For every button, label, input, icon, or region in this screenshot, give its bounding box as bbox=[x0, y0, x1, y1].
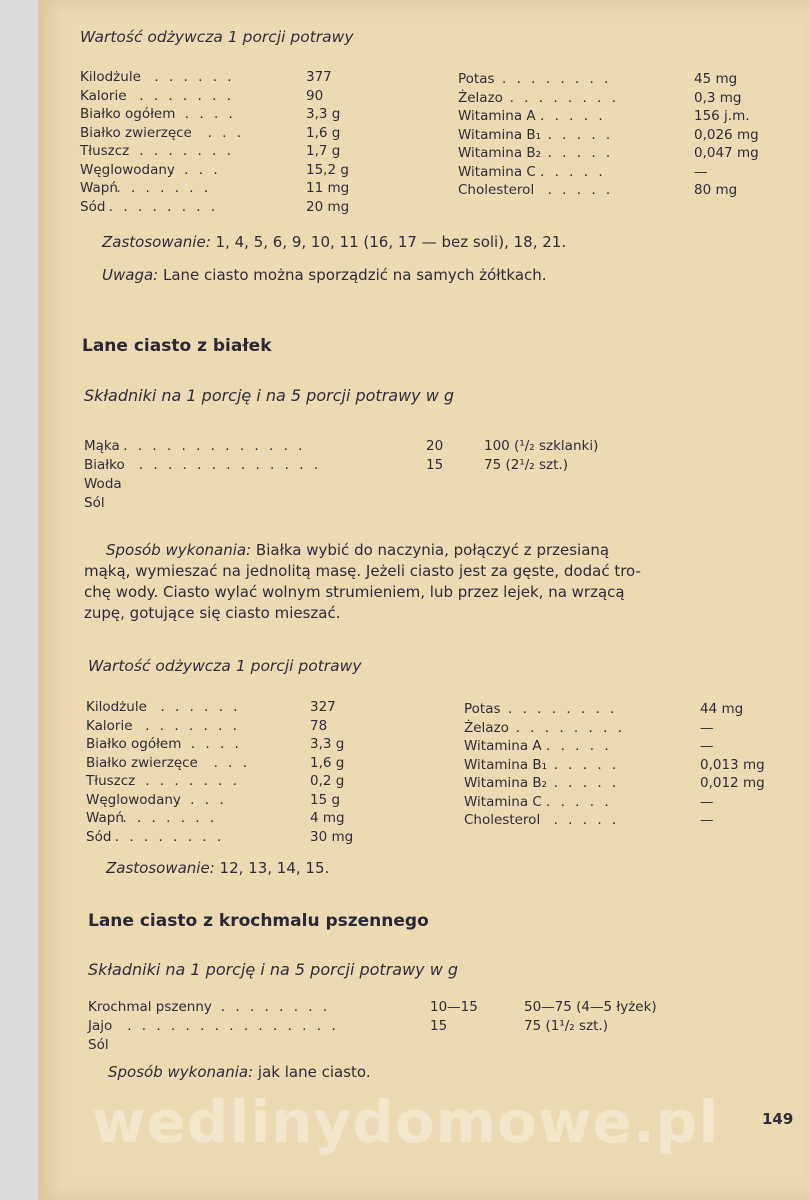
nutrient-value: 1,7 g bbox=[306, 143, 341, 159]
nutrient-value: 156 j.m. bbox=[694, 108, 750, 124]
nutrient-value: 3,3 g bbox=[310, 736, 345, 752]
nutrient-value: — bbox=[700, 738, 714, 754]
nutrient-label: Węglowodany bbox=[80, 161, 175, 178]
nutrient-value: 44 mg bbox=[700, 701, 744, 717]
ingredient-amount-1: 10—15 bbox=[430, 999, 478, 1015]
nutrient-label: Sód bbox=[80, 198, 106, 215]
ingredient-amount-1: 20 bbox=[426, 438, 444, 454]
nutrient-label: Żelazo bbox=[464, 719, 509, 736]
method-line-3: chę wody. Ciasto wylać wolnym strumieniem, lub przez lejek, na wrzącą bbox=[84, 583, 625, 601]
ingredient-amount-5: 75 (2¹/₂ szt.) bbox=[484, 457, 568, 473]
nutrient-value: 11 mg bbox=[306, 180, 350, 196]
method-line-2: mąką, wymieszać na jednolitą masę. Jeżeli ciasto jest za gęste, dodać tro- bbox=[84, 562, 641, 580]
nutrient-value: 15,2 g bbox=[306, 161, 349, 178]
leader-dots: . . . . bbox=[184, 106, 236, 122]
leader-dots: . . . . . bbox=[553, 775, 620, 791]
ingredient-name: Krochmal pszenny bbox=[88, 999, 212, 1015]
leader-dots: . . . . . . bbox=[160, 699, 241, 715]
watermark: wedlinydomowe.pl bbox=[92, 1088, 720, 1156]
nutrient-value: 90 bbox=[306, 87, 324, 104]
nutrient-label: Potas bbox=[458, 71, 495, 87]
leader-dots: . . . bbox=[213, 754, 251, 771]
nutrient-value: — bbox=[694, 163, 708, 180]
nutrient-label: Białko zwierzęce bbox=[86, 754, 198, 771]
nutrient-value: 0,2 g bbox=[310, 773, 345, 789]
method-line-1: Białka wybić do naczynia, połączyć z przesianą bbox=[255, 541, 610, 559]
ingredients-title-3: Składniki na 1 porcję i na 5 porcji potrawy w g bbox=[88, 960, 459, 979]
nutrient-label: Tłuszcz bbox=[80, 143, 130, 159]
nutrient-label: Witamina A bbox=[464, 738, 542, 754]
ingredients-title-2: Składniki na 1 porcję i na 5 porcji potrawy w g bbox=[84, 386, 455, 405]
nutrient-value: 0,026 mg bbox=[694, 126, 759, 143]
leader-dots: . . . . . bbox=[553, 756, 620, 773]
leader-dots: . . . . bbox=[175, 791, 227, 808]
leader-dots: . . . . . bbox=[553, 812, 620, 828]
note-value: Lane ciasto można sporządzić na samych żółtkach. bbox=[163, 266, 547, 284]
method-value-3: jak lane ciasto. bbox=[257, 1063, 371, 1081]
leader-dots: . . . . bbox=[169, 161, 221, 178]
leader-dots: . . . . . . . bbox=[122, 810, 218, 826]
leader-dots: . . . . . . . . bbox=[220, 999, 331, 1015]
usage-label: Zastosowanie: bbox=[102, 233, 211, 251]
leader-dots: . . . . . bbox=[547, 182, 614, 198]
leader-dots: . . . . . . . bbox=[145, 717, 240, 734]
leader-dots: . . . . . bbox=[546, 738, 612, 754]
leader-dots: . . . . . . . . bbox=[509, 89, 619, 106]
nutrient-label: Węglowodany bbox=[86, 791, 181, 808]
nutrient-value: 0,012 mg bbox=[700, 775, 765, 791]
ingredient-name: Sól bbox=[88, 1037, 109, 1053]
usage-value-2: 12, 13, 14, 15. bbox=[219, 859, 330, 877]
nutrient-value: 15 g bbox=[310, 791, 341, 808]
leader-dots: . . . . . . bbox=[154, 69, 235, 85]
nutrient-label: Kilodżule bbox=[86, 699, 147, 715]
leader-dots: . . . . . . . . . . . . . bbox=[138, 457, 322, 473]
note-1 bbox=[102, 265, 547, 286]
leader-dots: . . . . . . . bbox=[139, 143, 234, 159]
nutrient-value: 0,3 mg bbox=[694, 89, 742, 106]
leader-dots: . . . . . bbox=[540, 108, 606, 124]
nutrition-table-1-right bbox=[458, 70, 778, 200]
nutrient-value: 3,3 g bbox=[306, 106, 341, 122]
nutrient-value: — bbox=[700, 719, 714, 736]
ingredient-name: Jajo bbox=[88, 1018, 113, 1034]
nutrient-label: Witamina B₂ bbox=[464, 775, 548, 791]
note-label: Uwaga: bbox=[102, 266, 159, 284]
nutrient-label: Witamina A bbox=[458, 108, 536, 124]
method-3 bbox=[108, 1062, 371, 1083]
leader-dots: . . . . . . . . . . . . . bbox=[123, 438, 306, 454]
nutrient-label: Białko ogółem bbox=[86, 736, 182, 752]
nutrient-value: 1,6 g bbox=[306, 124, 341, 141]
leader-dots: . . . . . . . . bbox=[114, 828, 225, 845]
ingredient-amount-5: 75 (1¹/₂ szt.) bbox=[524, 1018, 608, 1034]
usage-2 bbox=[106, 858, 329, 879]
nutrient-value: 45 mg bbox=[694, 71, 738, 87]
ingredient-name: Mąka bbox=[84, 438, 120, 454]
ingredients-table-3 bbox=[88, 998, 708, 1058]
nutrient-value: 327 bbox=[310, 699, 336, 715]
leader-dots: . . . . . . . bbox=[139, 87, 234, 104]
nutrient-label: Kalorie bbox=[80, 87, 127, 104]
nutrient-label: Potas bbox=[464, 701, 501, 717]
nutrient-label: Cholesterol bbox=[464, 812, 541, 828]
nutrient-label: Tłuszcz bbox=[86, 773, 136, 789]
ingredient-name: Sól bbox=[84, 495, 105, 511]
recipe-title-2: Lane ciasto z białek bbox=[82, 336, 272, 356]
usage-value: 1, 4, 5, 6, 9, 10, 11 (16, 17 — bez soli), 18, 21. bbox=[215, 233, 567, 251]
ingredient-amount-5: 100 (¹/₂ szklanki) bbox=[484, 438, 599, 454]
leader-dots: . . . . . . . . bbox=[508, 701, 618, 717]
nutrient-value: 0,013 mg bbox=[700, 756, 765, 773]
nutrient-value: 4 mg bbox=[310, 810, 345, 826]
nutrient-value: 30 mg bbox=[310, 828, 354, 845]
nutrient-value: — bbox=[700, 793, 714, 810]
ingredient-amount-5: 50—75 (4—5 łyżek) bbox=[524, 999, 657, 1015]
nutrition-title-2: Wartość odżywcza 1 porcji potrawy bbox=[88, 657, 362, 675]
nutrient-label: Wapń bbox=[86, 810, 124, 826]
nutrition-table-2-right bbox=[464, 700, 784, 830]
nutrient-value: 80 mg bbox=[694, 182, 738, 198]
leader-dots: . . . . . . . . bbox=[502, 71, 612, 87]
ingredient-name: Woda bbox=[84, 476, 122, 492]
leader-dots: . . . . . . . . . . . . . . . bbox=[127, 1018, 339, 1034]
nutrition-table-1-left bbox=[80, 68, 380, 218]
nutrient-label: Witamina B₁ bbox=[458, 126, 542, 143]
leader-dots: . . . . . bbox=[540, 163, 606, 180]
nutrient-label: Kalorie bbox=[86, 717, 133, 734]
nutrient-value: 20 mg bbox=[306, 198, 350, 215]
nutrient-label: Kilodżule bbox=[80, 69, 141, 85]
nutrient-label: Witamina B₁ bbox=[464, 756, 548, 773]
nutrient-label: Witamina B₂ bbox=[458, 145, 542, 161]
ingredients-table-2 bbox=[84, 437, 664, 517]
leader-dots: . . . . . . . . bbox=[108, 198, 219, 215]
leader-dots: . . . bbox=[207, 124, 245, 141]
nutrient-label: Witamina C bbox=[464, 793, 542, 810]
nutrition-title-1: Wartość odżywcza 1 porcji potrawy bbox=[80, 28, 354, 46]
nutrient-label: Sód bbox=[86, 828, 112, 845]
nutrient-value: — bbox=[700, 812, 714, 828]
method-label-2: Sposób wykonania: bbox=[106, 541, 252, 559]
nutrient-label: Białko ogółem bbox=[80, 106, 176, 122]
method-line-4: zupę, gotujące się ciasto mieszać. bbox=[84, 604, 341, 622]
leader-dots: . . . . . . . . bbox=[515, 719, 625, 736]
nutrient-value: 1,6 g bbox=[310, 754, 345, 771]
leader-dots: . . . . . bbox=[546, 793, 612, 810]
nutrient-value: 78 bbox=[310, 717, 328, 734]
usage-1 bbox=[102, 232, 566, 253]
leader-dots: . . . . . bbox=[547, 145, 614, 161]
ingredient-name: Białko bbox=[84, 457, 125, 473]
nutrient-label: Białko zwierzęce bbox=[80, 124, 192, 141]
nutrient-label: Żelazo bbox=[458, 89, 503, 106]
nutrient-label: Cholesterol bbox=[458, 182, 535, 198]
method-2 bbox=[84, 540, 784, 624]
leader-dots: . . . . . bbox=[547, 126, 614, 143]
leader-dots: . . . . . . . bbox=[145, 773, 240, 789]
ingredient-amount-1: 15 bbox=[430, 1018, 448, 1034]
recipe-title-3: Lane ciasto z krochmalu pszennego bbox=[88, 911, 429, 931]
leader-dots: . . . . bbox=[190, 736, 242, 752]
page-number: 149 bbox=[762, 1110, 794, 1128]
leader-dots: . . . . . . . bbox=[116, 180, 212, 196]
nutrient-label: Witamina C bbox=[458, 163, 536, 180]
nutrient-value: 377 bbox=[306, 69, 332, 85]
ingredient-amount-1: 15 bbox=[426, 457, 444, 473]
nutrient-label: Wapń bbox=[80, 180, 118, 196]
nutrient-value: 0,047 mg bbox=[694, 145, 759, 161]
nutrition-table-2-left bbox=[86, 698, 386, 848]
usage-label-2: Zastosowanie: bbox=[106, 859, 215, 877]
method-label-3: Sposób wykonania: bbox=[108, 1063, 254, 1081]
